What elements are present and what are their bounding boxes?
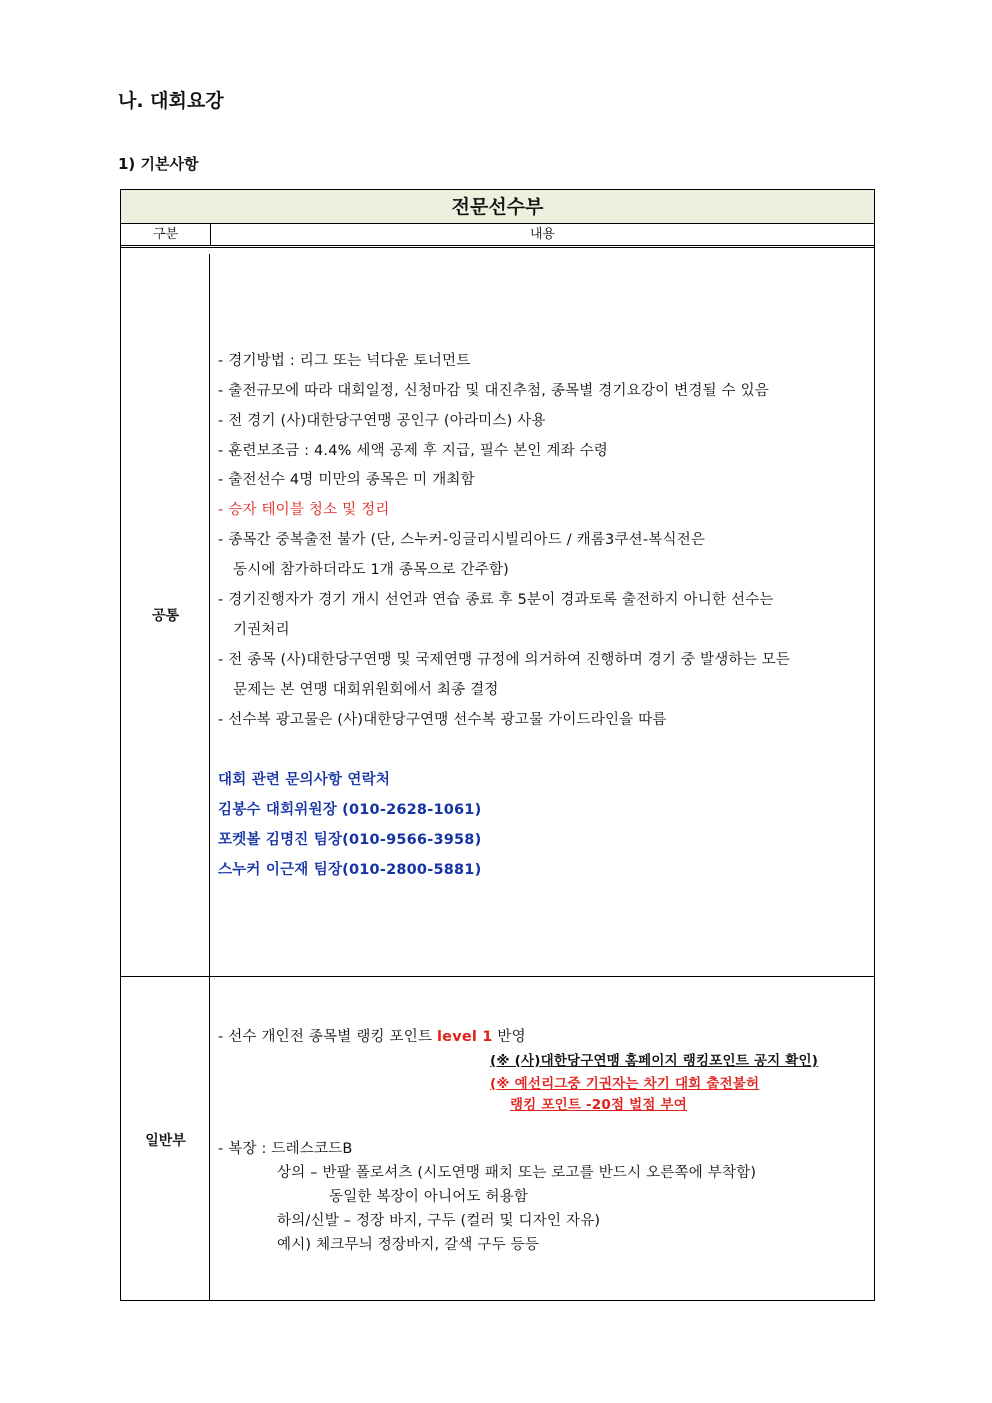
competition-table xyxy=(120,189,875,1301)
header-content: 내용 xyxy=(529,227,556,242)
contact-line: 김봉수 대회위원장 (010-2628-1061) xyxy=(218,802,482,818)
section-heading: 나. 대회요강 xyxy=(118,90,224,112)
ranking-prefix: - 선수 개인전 종목별 랭킹 포인트 xyxy=(218,1029,437,1045)
row-label-general: 일반부 xyxy=(145,1133,186,1149)
common-line: - 훈련보조금 : 4.4% 세액 공제 후 지급, 필수 본인 계좌 수령 xyxy=(218,443,609,459)
common-line: - 선수복 광고물은 (사)대한당구연맹 선수복 광고물 가이드라인을 따름 xyxy=(218,712,667,728)
common-line: - 경기방법 : 리그 또는 넉다운 토너먼트 xyxy=(218,353,471,369)
common-line: - 경기진행자가 경기 개시 선언과 연습 종료 후 5분이 경과토록 출전하지 아니한 선수는 xyxy=(218,592,774,608)
contact-line: 스누커 이근재 팀장(010-2800-5881) xyxy=(218,862,482,878)
dress-code-title: - 복장 : 드레스코드B xyxy=(218,1141,353,1157)
ranking-level: level 1 xyxy=(436,1029,493,1045)
common-line: - 출전규모에 따라 대회일정, 신청마감 및 대진추첨, 종목별 경기요강이 변경될 수 있음 xyxy=(218,383,769,399)
common-line: - 종목간 중복출전 불가 (단, 스누커-잉글리시빌리아드 / 캐롬3쿠션-복식전은 xyxy=(218,532,706,548)
row-label-cell xyxy=(121,977,210,1300)
common-line-continued: 문제는 본 연맹 대회위원회에서 최종 결정 xyxy=(233,682,499,698)
contact-line: 포켓볼 김명진 팀장(010-9566-3958) xyxy=(218,832,482,848)
table-header-row xyxy=(121,224,874,248)
dress-code-top: 상의 – 반팔 폴로셔츠 (시도연맹 패치 또는 로고를 반드시 오른쪽에 부착함) xyxy=(277,1165,757,1181)
common-line-continued: 기권처리 xyxy=(233,622,290,638)
penalty-note: (※ 예선리그중 기권자는 차기 대회 출전불허 xyxy=(490,1076,760,1092)
ranking-suffix: 반영 xyxy=(492,1029,526,1045)
table-row-common xyxy=(121,254,874,977)
table-row-general xyxy=(121,977,874,1300)
common-line: - 전 종목 (사)대한당구연맹 및 국제연맹 규정에 의거하여 진행하며 경기 중 발생하는 모든 xyxy=(218,652,791,668)
common-line-highlight: - 승자 테이블 청소 및 정리 xyxy=(218,502,390,518)
common-line: - 전 경기 (사)대한당구연맹 공인구 (아라미스) 사용 xyxy=(218,413,546,429)
penalty-note-continued: 랭킹 포인트 -20점 벌점 부여 xyxy=(510,1097,687,1113)
common-line: - 출전선수 4명 미만의 종목은 미 개최함 xyxy=(218,472,475,488)
ranking-line xyxy=(218,1025,526,1046)
subsection-heading: 1) 기본사항 xyxy=(118,155,199,173)
row-label-cell xyxy=(121,254,210,976)
dress-code-bottom: 하의/신발 – 정장 바지, 구두 (컬러 및 디자인 자유) xyxy=(277,1213,601,1229)
ranking-note: (※ (사)대한당구연맹 홈페이지 랭킹포인트 공지 확인) xyxy=(490,1053,819,1069)
common-line-continued: 동시에 참가하더라도 1개 종목으로 간주함) xyxy=(233,562,510,578)
row-label-common: 공통 xyxy=(151,608,180,624)
contact-title: 대회 관련 문의사항 연락처 xyxy=(218,772,391,788)
table-title: 전문선수부 xyxy=(121,190,874,224)
dress-code-example: 예시) 체크무늬 정장바지, 갈색 구두 등등 xyxy=(277,1237,540,1253)
header-category: 구분 xyxy=(121,224,211,245)
dress-code-top-note: 동일한 복장이 아니어도 허용함 xyxy=(329,1189,529,1205)
